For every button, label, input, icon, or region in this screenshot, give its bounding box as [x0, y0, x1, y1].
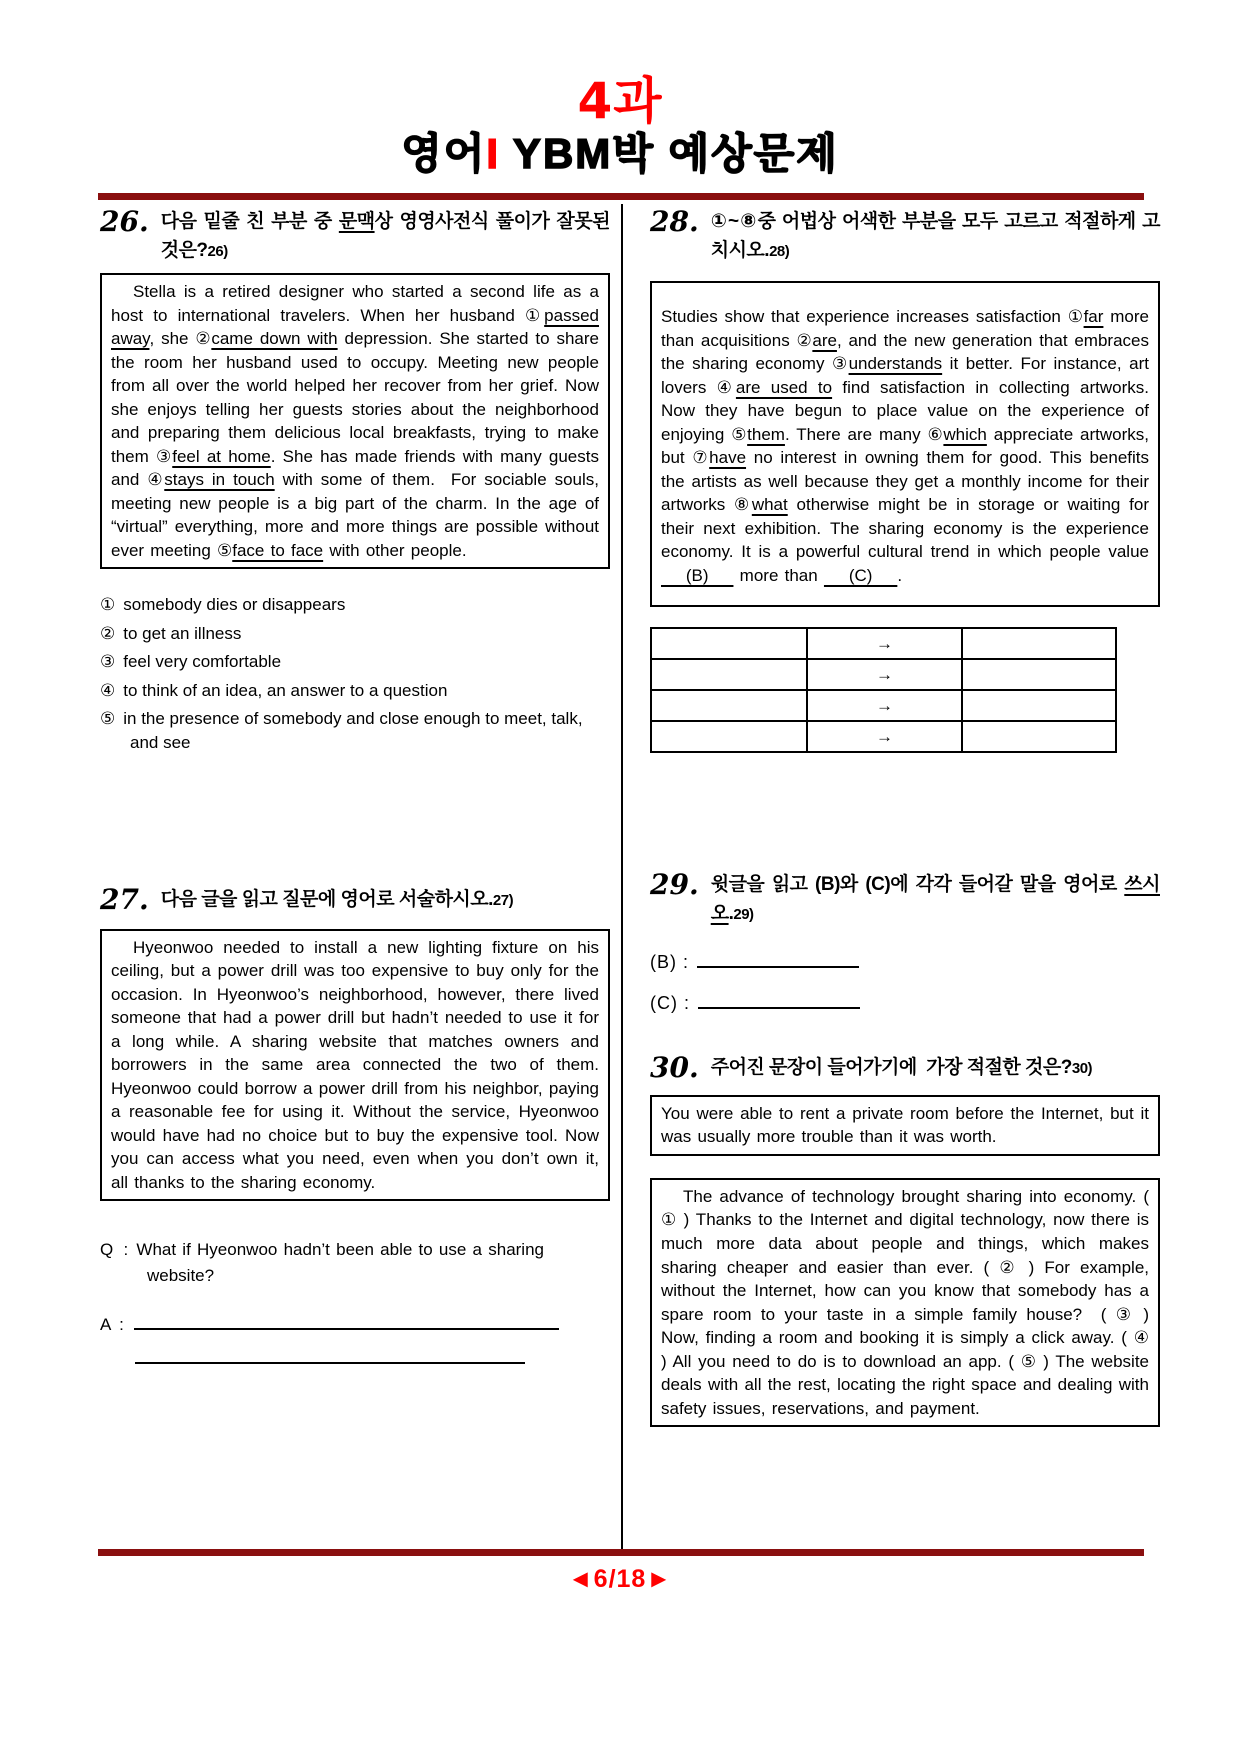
wrong-part-cell	[651, 690, 807, 721]
page-title	[0, 129, 1240, 177]
question-26-passage-box	[100, 273, 610, 569]
answer-blank-line-1	[134, 1312, 559, 1330]
option-4-text: to think of an idea, an answer to a question	[123, 680, 448, 700]
option-5-text: in the presence of somebody and close enough to meet, talk, and see	[123, 709, 583, 752]
option-3-marker: ③	[100, 652, 116, 672]
content-columns	[100, 205, 1160, 1427]
correction-cell	[962, 721, 1116, 752]
title-part-2: YBM박 예상문제	[500, 129, 839, 177]
question-30-title: 주어진 문장이 들어가기에 가장 적절한 것은?30)	[710, 1057, 1093, 1079]
correction-cell	[962, 659, 1116, 690]
page-number: ◄6/18►	[567, 1565, 673, 1593]
a-label: A :	[100, 1315, 126, 1335]
arrow-cell: →	[807, 628, 961, 659]
lesson-number: 4과	[577, 72, 663, 130]
question-27-passage: Hyeonwoo needed to install a new lighting fixture on his ceiling, but a power drill was too expensive to buy only for the occasion. In Hyeonwoo’s neighborhood, however, there lived someone that had a power drill but hadn’t needed to use it for a long while. A sharing website that matches owners and borrowers in the same area connected the two of them. Hyeonwoo could borrow a power drill from his neighbor, paying a reasonable fee for using it. Without the service, Hyeonwoo would have had no choice but to buy the expensive tool. Now you can access what you need, even when you don’t own it, all thanks to the sharing economy.	[111, 937, 599, 1192]
blank-b-label: (B) :	[650, 952, 689, 973]
wrong-part-cell	[651, 659, 807, 690]
option-2	[100, 622, 610, 645]
question-26-options	[100, 593, 610, 754]
arrow-cell: →	[807, 659, 961, 690]
question-28-passage-box	[650, 281, 1160, 607]
option-2-marker: ②	[100, 623, 116, 643]
question-27-header	[100, 883, 610, 917]
q-text: What if Hyeonwoo hadn’t been able to use a sharing website?	[136, 1240, 544, 1285]
arrow-cell: →	[807, 690, 961, 721]
option-4-marker: ④	[100, 680, 116, 700]
right-column	[650, 205, 1160, 1427]
title-part-red: I	[486, 129, 501, 177]
question-27-q-row	[100, 1237, 610, 1288]
option-4	[100, 679, 610, 702]
q-label: Q :	[100, 1240, 131, 1260]
table-row	[651, 721, 1116, 752]
title-part-1: 영어	[401, 129, 487, 177]
question-29-header	[650, 868, 1160, 928]
correction-cell	[962, 690, 1116, 721]
correction-cell	[962, 628, 1116, 659]
option-1	[100, 593, 610, 616]
option-1-text: somebody dies or disappears	[123, 595, 346, 615]
blank-c-label: (C) :	[650, 993, 690, 1014]
option-2-text: to get an illness	[123, 623, 242, 643]
question-28-number: 28.	[650, 205, 699, 238]
page-header	[0, 0, 1240, 176]
question-29-number: 29.	[650, 868, 699, 902]
table-row	[651, 628, 1116, 659]
question-26-title: 다음 밑줄 친 부분 중 문맥상 영영사전식 풀이가 잘못된 것은?26)	[160, 211, 610, 261]
blank-c-line	[698, 991, 860, 1009]
option-3	[100, 650, 610, 673]
question-28-header	[650, 205, 1160, 265]
option-3-text: feel very comfortable	[123, 652, 282, 672]
footer-rule	[98, 1549, 1144, 1556]
question-26-number: 26.	[100, 205, 149, 238]
wrong-part-cell	[651, 628, 807, 659]
question-28-passage: Studies show that experience increases satisfaction ①far more than acquisitions ②are, and the new generation that embraces the sharing economy ③understands it better. For instance, art lovers ④are used to find satisfaction in collecting artworks. Now they have begun to place value on the experience of enjoying ⑤them. There are many ⑥which appreciate artworks, but ⑦have no interest in owning them for good. This benefits the artists as well because they get a monthly income for their artworks ⑧what otherwise might be in storage or waiting for their next exhibition. The sharing economy is the experience economy. It is a powerful cultural trend in which people value (B) more than (C) .	[661, 307, 1150, 585]
left-column	[100, 205, 610, 1427]
question-30-passage: The advance of technology brought sharing into economy. ( ① ) Thanks to the Internet and digital technology, now there is much more data about people and things, which makes sharing cheaper and easier than ever. ( ② ) For example, without the Internet, how can you know that somebody has a spare room to your taste in a simple family house? ( ③ ) Now, finding a room and booking it is simply a click away. ( ④ ) All you need to do is to download an app. ( ⑤ ) The website deals with all the rest, locating the right space and dealing with safety issues, reservations, and payment.	[661, 1186, 1149, 1418]
question-27-passage-box	[100, 929, 610, 1202]
question-26-header	[100, 205, 610, 265]
question-30-number: 30.	[650, 1051, 699, 1085]
question-26-passage: Stella is a retired designer who started a second life as a host to international travelers. When her husband ①passed away, she ②came down with depression. She started to share the room her husband used to occupy. Meeting new people from all over the world helped her recover from her grief. Now she enjoys telling her guests stories about the neighborhood and preparing them delicious local breakfasts, trying to make them ③feel at home. She has made friends with many guests and ④stays in touch with some of them. For sociable souls, meeting new people is a big part of the charm. In the age of “virtual” everything, more and more things are possible without ever meeting ⑤face to face with other people.	[111, 282, 599, 560]
table-row	[651, 690, 1116, 721]
question-29-title: 윗글을 읽고 (B)와 (C)에 각각 들어갈 말을 영어로 쓰시오.29)	[710, 874, 1160, 924]
question-27-a-row	[100, 1312, 610, 1335]
blank-row-c	[650, 991, 1160, 1014]
header-rule	[98, 193, 1144, 200]
answer-blank-line-2	[135, 1362, 525, 1364]
arrow-cell: →	[807, 721, 961, 752]
question-30-given-box	[650, 1095, 1160, 1156]
blank-row-b	[650, 950, 1160, 973]
question-27-number: 27.	[100, 883, 149, 917]
question-30-passage-box	[650, 1178, 1160, 1427]
question-30-given-sentence: You were able to rent a private room before the Internet, but it was usually more trouble than it was worth.	[661, 1103, 1149, 1147]
table-row	[651, 659, 1116, 690]
question-28-title: ①~⑧중 어법상 어색한 부분을 모두 고르고 적절하게 고치시오.28)	[710, 211, 1160, 261]
blank-b-line	[697, 950, 859, 968]
option-5	[100, 707, 610, 754]
question-27-title: 다음 글을 읽고 질문에 영어로 서술하시오.27)	[160, 889, 514, 911]
wrong-part-cell	[651, 721, 807, 752]
option-5-marker: ⑤	[100, 709, 116, 729]
correction-answer-table	[650, 627, 1117, 753]
option-1-marker: ①	[100, 595, 116, 615]
question-30-header	[650, 1051, 1160, 1085]
